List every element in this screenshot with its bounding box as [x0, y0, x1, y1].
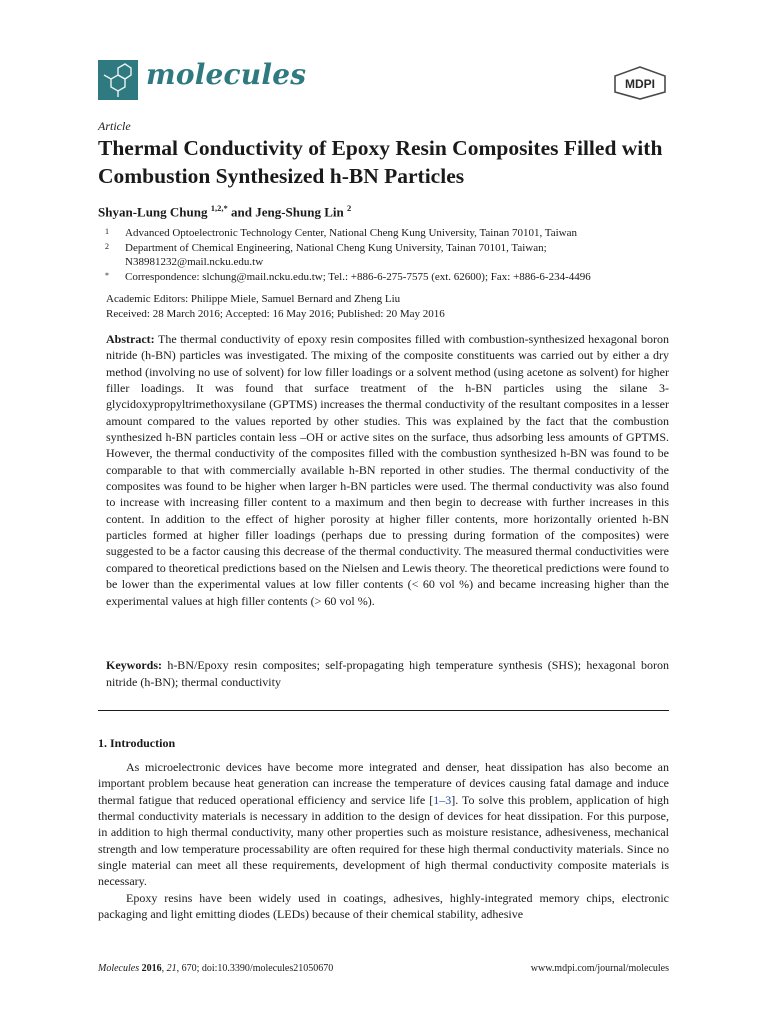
- paragraph: [98, 759, 669, 890]
- article-title: Thermal Conductivity of Epoxy Resin Composites Filled with Combustion Synthesized h-BN Particles: [98, 136, 663, 188]
- paragraph-text: ]. To solve this problem, application of high thermal conductivity materials is necessary in addition to the design of devices for heat dissipation. For this purpose, in addition to high thermal conductivity, many other properties such as moisture resistance, adhesiveness, mechanical strength and low temperature processability are often required for these high thermal conductivity materials. Since no single material can meet all these requirements, development of high thermal conductivity composite materials is necessary.: [98, 792, 669, 889]
- correspondence-text: Correspondence: slchung@mail.ncku.edu.tw; Tel.: +886-6-275-7575 (ext. 62600); Fax: +886-6-234-4496: [125, 270, 591, 283]
- section-divider: [98, 710, 669, 711]
- journal-name: molecules: [146, 58, 307, 91]
- footer-citation: Molecules 2016, 21, 670; doi:10.3390/molecules21050670: [98, 963, 334, 974]
- abstract-text: The thermal conductivity of epoxy resin composites filled with combustion-synthesized hexagonal boron nitride (h-BN) particles was investigated. The mixing of the composite constituents was carried out by either a dry method (involving no use of solvent) for low filler loadings or a solvent method (using acetone as solvent) for higher filler loadings. It was found that surface treatment of the h-BN particles using the silane 3-glycidoxypropyltrimethoxysilane (GPTMS) increases the thermal conductivity of the resultant composites in a lesser amount compared to the values reported by other studies. This was explained by the fact that the combustion synthesized h-BN particles contain less –OH or active sites on the surface, thus adsorbing less amounts of GPTMS. However, the thermal conductivity of the composites filled with the combustion synthesized h-BN was found to be comparable to that with commercially available h-BN reported in other studies. The thermal conductivity of the composites was found to be higher when larger h-BN particles were used. The thermal conductivity was also found to increase with increasing filler content to a maximum and then begin to decrease with further increases in this content. In addition to the effect of higher porosity at higher filler contents, more horizontally oriented h-BN particles formed at higher filler loadings (perhaps due to pressing during formation of the composites) were suggested to be a factor causing this decrease of the thermal conductivity. The measured thermal conductivities were compared to theoretical predictions based on the Nielsen and Lewis theory. The theoretical predictions were found to be lower than the experimental values at low filler contents (< 60 vol %) and became increasing higher than the experimental values at high filler contents (> 60 vol %).: [106, 332, 669, 608]
- author-name: Jeng-Shung Lin: [255, 204, 344, 220]
- mdpi-logo-icon: [612, 66, 668, 100]
- academic-editors: Academic Editors: Philippe Miele, Samuel Bernard and Zheng Liu: [106, 293, 401, 305]
- abstract-label: Abstract:: [106, 332, 155, 346]
- affiliation-marker: 1,2,*: [210, 203, 228, 213]
- article-meta: [106, 292, 676, 322]
- author-list: [98, 203, 698, 220]
- introduction-body: [98, 759, 669, 922]
- author-name: Shyan-Lung Chung: [98, 204, 208, 220]
- abstract: [106, 331, 669, 609]
- affiliation-item: [98, 270, 678, 285]
- affiliation-text: Advanced Optoelectronic Technology Center, National Cheng Kung University, Tainan 70101, Taiwan: [125, 227, 578, 239]
- footer-website[interactable]: www.mdpi.com/journal/molecules: [530, 963, 669, 974]
- affiliation-list: [98, 226, 678, 284]
- keywords-text: h-BN/Epoxy resin composites; self-propagating high temperature synthesis (SHS); hexagonal boron nitride (h-BN); thermal conductivity: [106, 658, 669, 689]
- footer-doi: , 670; doi:10.3390/molecules21050670: [176, 963, 334, 974]
- article-type: Article: [98, 119, 131, 133]
- author-joiner: and: [227, 204, 256, 220]
- molecules-logo-icon: [98, 60, 138, 100]
- affiliation-number: 1: [105, 227, 109, 236]
- section-heading-introduction: 1. Introduction: [98, 736, 176, 750]
- correspondence-marker: *: [105, 270, 109, 280]
- mdpi-logo-text: MDPI: [625, 77, 655, 91]
- publication-dates: Received: 28 March 2016; Accepted: 16 May 2016; Published: 20 May 2016: [106, 308, 445, 320]
- footer-year: 2016: [141, 963, 162, 974]
- affiliation-item: [98, 226, 678, 241]
- affiliation-text: Department of Chemical Engineering, National Cheng Kung University, Tainan 70101, Taiwan; N38981232@mail.ncku.edu.tw: [125, 241, 547, 268]
- keywords: [106, 657, 669, 690]
- keywords-label: Keywords:: [106, 658, 162, 672]
- paragraph: Epoxy resins have been widely used in coatings, adhesives, highly-integrated memory chips, electronic packaging and light emitting diodes (LEDs) because of their chemical stability, adhesive: [98, 890, 669, 922]
- affiliation-marker: 2: [346, 203, 352, 213]
- paragraph-text: As microelectronic devices have become more integrated and denser, heat dissipation has also become an important problem because heat generation can increase the temperature of devices causing fatal damage and induce thermal fatigue that reduced operational efficiency and service life [: [98, 760, 669, 807]
- citation-link[interactable]: 1–3: [433, 792, 452, 807]
- affiliation-number: 2: [105, 241, 109, 251]
- footer-volume: 21: [166, 963, 177, 974]
- affiliation-item: [98, 241, 678, 270]
- footer-journal: Molecules: [98, 963, 140, 974]
